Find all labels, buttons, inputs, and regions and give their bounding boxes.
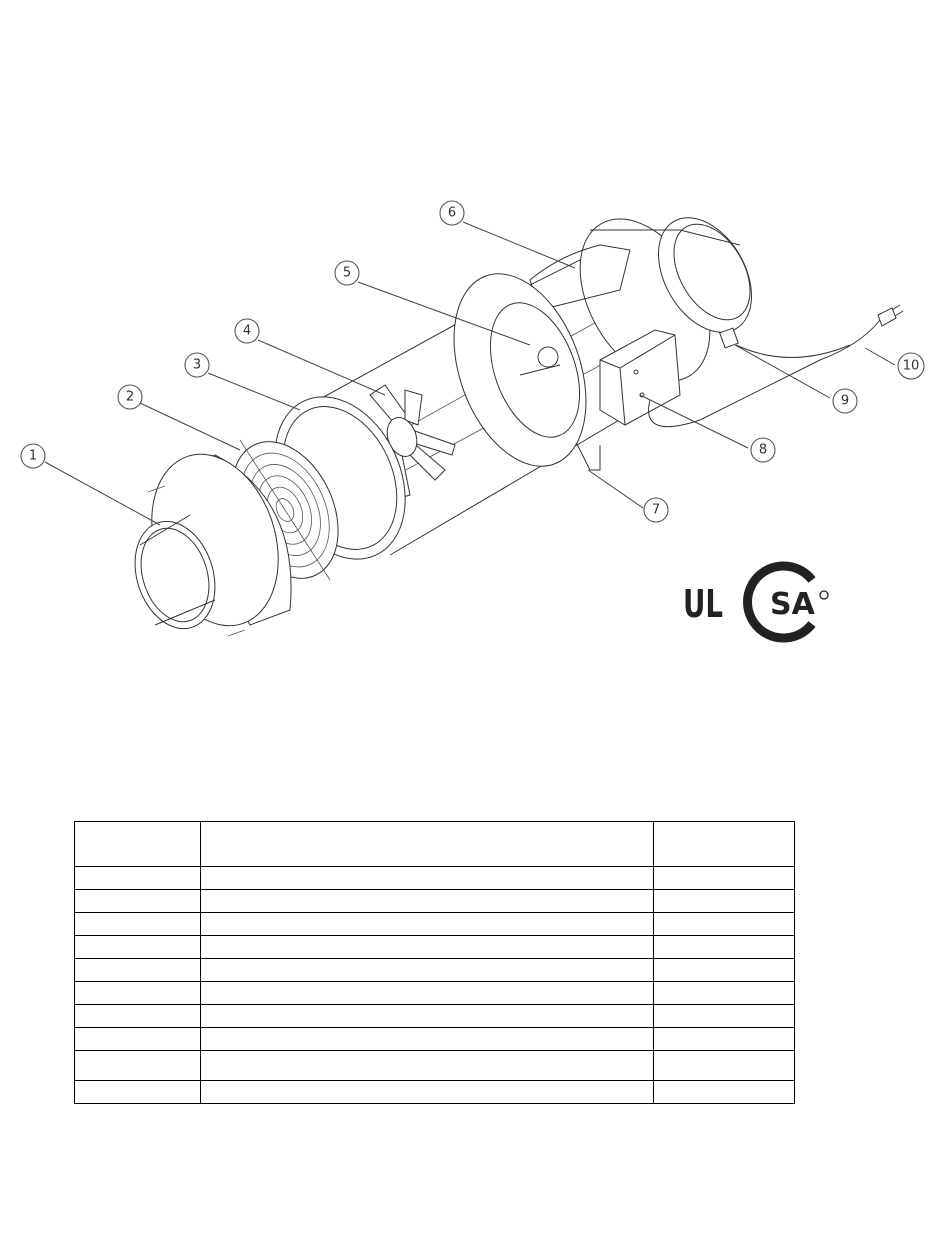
csa-certification-logo [748,566,828,638]
leader-4 [258,340,385,395]
table-cell [75,1051,201,1081]
svg-text:6: 6 [447,205,457,221]
leader-9 [735,345,830,398]
table-row [75,959,795,982]
table-header-row [75,822,795,867]
svg-text:7: 7 [651,502,661,518]
ul-certification-logo [683,582,723,626]
leader-1 [45,462,160,525]
table-cell [654,867,795,890]
svg-text:4: 4 [242,323,252,339]
callout-1 [21,444,45,468]
table-cell [654,959,795,982]
table-cell [654,936,795,959]
table-cell [654,1028,795,1051]
table-row [75,982,795,1005]
table-cell [201,1005,654,1028]
table-cell [201,1051,654,1081]
table-row [75,936,795,959]
table-cell [201,867,654,890]
table-cell [75,1028,201,1051]
table-row [75,1051,795,1081]
svg-text:SA: SA [770,587,815,622]
table-cell [75,867,201,890]
leader-3 [208,373,300,410]
table-cell [201,1081,654,1104]
leader-6 [463,222,575,268]
svg-text:10: 10 [902,358,920,374]
table-cell [201,890,654,913]
table-cell [201,936,654,959]
svg-text:8: 8 [758,442,768,458]
table-cell [201,982,654,1005]
table-cell [75,982,201,1005]
table-cell [201,959,654,982]
svg-text:UL: UL [683,582,723,626]
leader-10 [865,348,895,365]
table-cell [654,1051,795,1081]
table-row [75,1028,795,1051]
table-cell [654,890,795,913]
table-cell [75,959,201,982]
table-cell [201,1028,654,1051]
table-cell [201,913,654,936]
leader-8 [640,395,748,448]
callout-9 [833,389,857,413]
header-cell [75,822,201,867]
header-cell [201,822,654,867]
callout-5 [335,261,359,285]
svg-text:9: 9 [840,393,850,409]
table-cell [75,913,201,936]
svg-text:1: 1 [28,448,38,464]
leader-2 [140,403,240,450]
svg-text:5: 5 [342,265,352,281]
table-cell [75,890,201,913]
table-row [75,1005,795,1028]
callout-2 [118,385,142,409]
svg-text:2: 2 [125,389,135,405]
callout-4 [235,319,259,343]
table-cell [654,982,795,1005]
table-row [75,1081,795,1104]
table-row [75,867,795,890]
table-cell [75,1081,201,1104]
parts-list-table [74,821,795,1104]
svg-text:3: 3 [192,357,202,373]
table-cell [654,1005,795,1028]
callout-3 [185,353,209,377]
table-row [75,913,795,936]
leader-7 [588,470,643,508]
header-cell [654,822,795,867]
callout-6 [440,201,464,225]
table-cell [75,1005,201,1028]
table-row [75,890,795,913]
table-cell [654,913,795,936]
callout-7 [644,498,668,522]
table-cell [654,1081,795,1104]
table-cell [75,936,201,959]
callout-10 [898,353,924,379]
callout-8 [751,438,775,462]
